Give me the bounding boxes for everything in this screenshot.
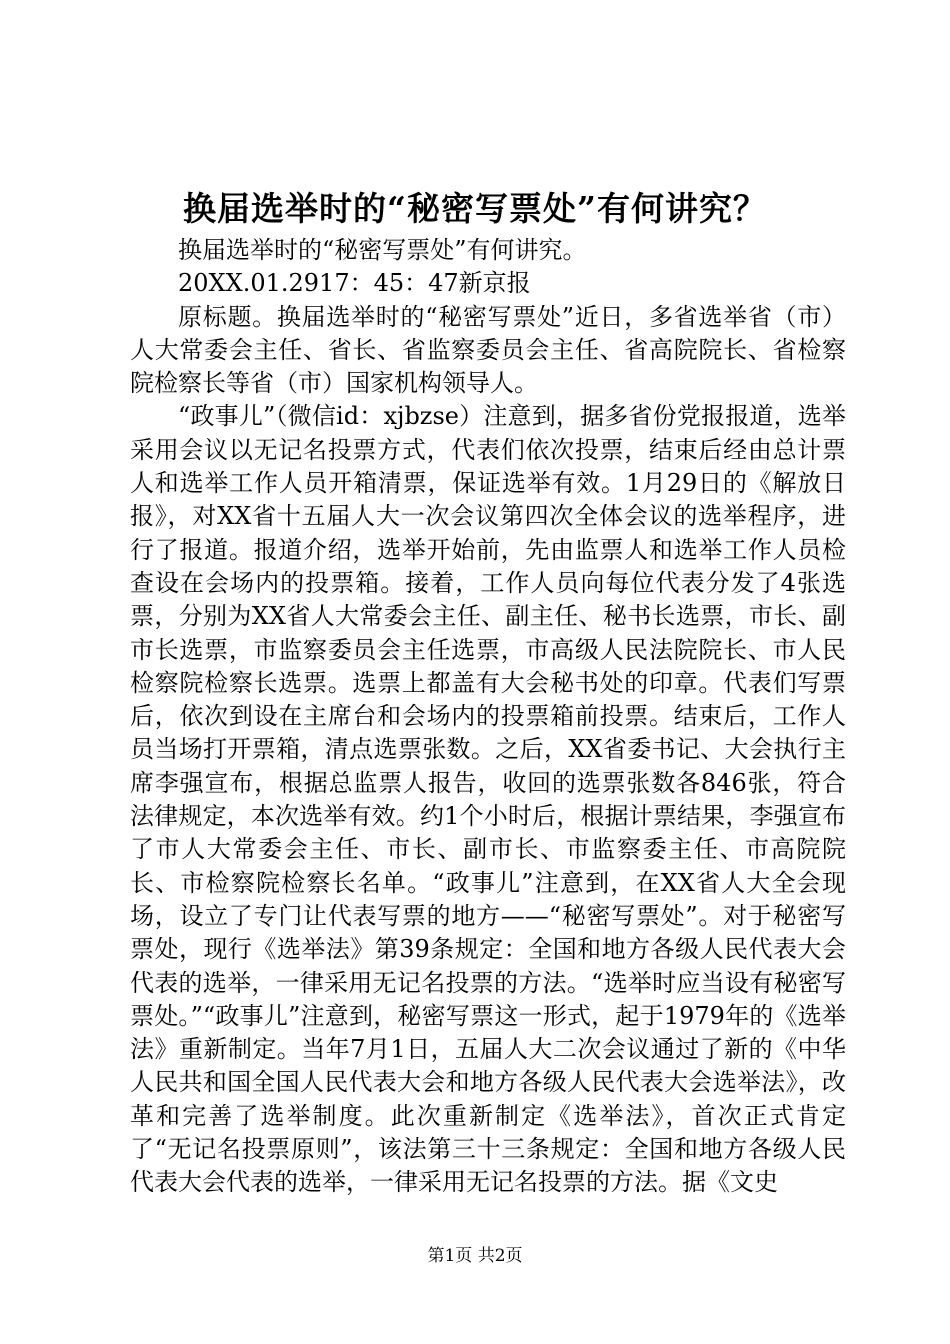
paragraph-dateline: 20XX.01.2917：45：47新京报 <box>178 269 531 298</box>
paragraph-main-text: “政事儿”（微信id：xjbzse）注意到，据多省份党报报道，选举采用会议以无记名投票方式，代表们依次投票，结束后经由总计票人和选举工作人员开箱清票，保证选举有效。1月29日的《解放日报》，对XX省十五届人大一次会议第四次全体会议的选举程序，进行了报道。报道介绍，选举开始前，先由监票人和选举工作人员检查设在会场内的投票箱。接着，工作人员向每位代表分发了4张选票，分别为XX省人大常委会主任、副主任、秘书长选票，市长、副市长选票，市监察委员会主任选票，市高级人民法院院长、市人民检察院检察长选票。选票上都盖有大会秘书处的印章。代表们写票后，依次到设在主席台和会场内的投票箱前投票。结束后，工作人员当场打开票箱，清点选票张数。之后，XX省委书记、大会执行主席李强宣布，根据总监票人报告，收回的选票张数各846张，符合法律规定，本次选举有效。约1个小时后，根据计票结果，李强宣布了市人大常委会主任、市长、副市长、市监察委主任、市高院院长、市检察院检察长名单。“政事儿”注意到，在XX省人大全会现场，设立了专门让代表写票的地方——“秘密写票处”。对于秘密写票处，现行《选举法》第39条规定：全国和地方各级人民代表大会代表的选举，一律采用无记名投票的方法。“选举时应当设有秘密写票处。”“政事儿”注意到，秘密写票这一形式，起于1979年的《选举法》重新制定。当年7月1日，五届人大二次会议通过了新的《中华人民共和国全国人民代表大会和地方各级人民代表大会选举法》，改革和完善了选举制度。此次重新制定《选举法》，首次正式肯定了“无记名投票原则”，该法第三十三条规定：全国和地方各级人民代表大会代表的选举，一律采用无记名投票的方法。据《文史 <box>130 402 846 1197</box>
page-number-footer: 第1页 共2页 <box>427 1246 523 1266</box>
paragraph-original-title: 原标题。换届选举时的“秘密写票处”近日，多省选举省（市）人大常委会主任、省长、省监察委员会主任、省高院院长、省检察院检察长等省（市）国家机构领导人。 <box>130 302 846 398</box>
document-body <box>130 234 846 1200</box>
document-title: 换届选举时的“秘密写票处”有何讲究？ <box>183 189 767 228</box>
paragraph-subtitle: 换届选举时的“秘密写票处”有何讲究。 <box>178 236 587 264</box>
